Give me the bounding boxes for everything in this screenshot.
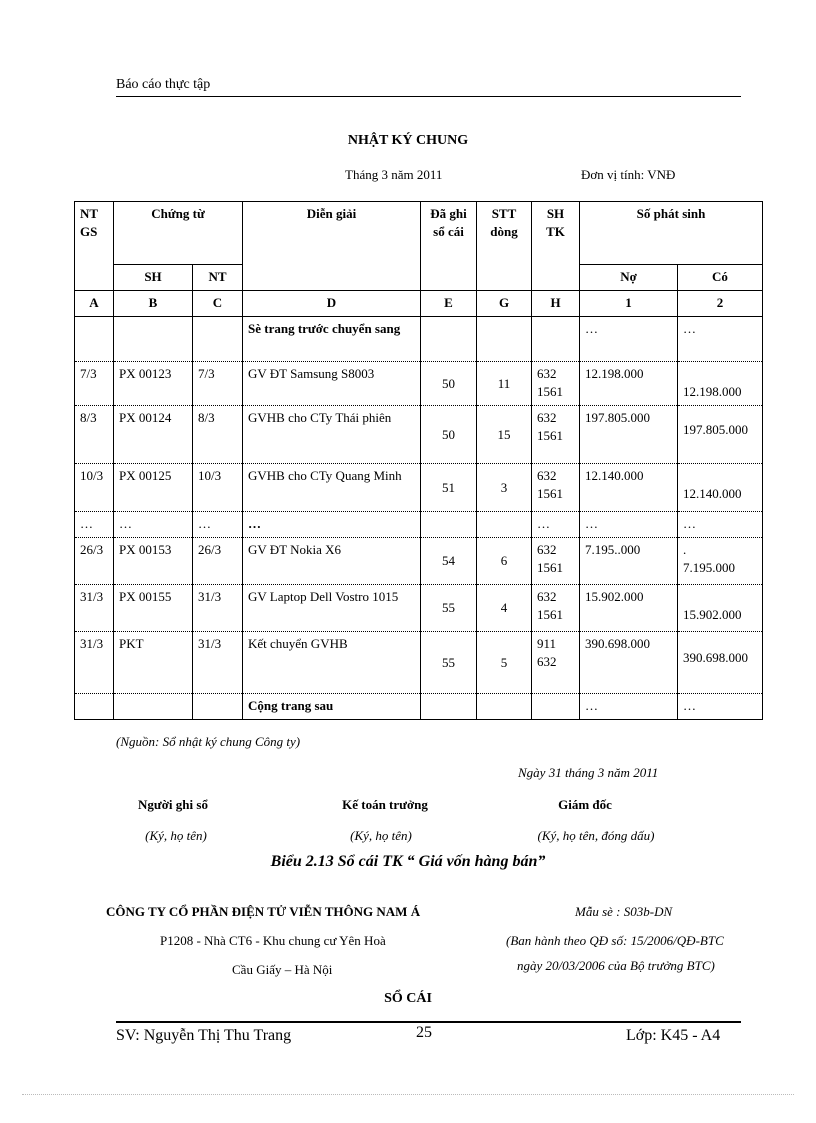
letter-cell: 2 bbox=[678, 291, 763, 317]
sh-cell: PX 00125 bbox=[114, 464, 193, 512]
letter-cell: 1 bbox=[580, 291, 678, 317]
ntgs-cell: 10/3 bbox=[75, 464, 114, 512]
ledger-cell: 50 bbox=[421, 362, 477, 406]
description-cell: Kết chuyển GVHB bbox=[243, 632, 421, 694]
description-cell: Sè trang trước chuyển sang bbox=[243, 317, 421, 362]
journal-table bbox=[74, 201, 763, 720]
line-no-cell bbox=[477, 694, 532, 720]
table-row bbox=[75, 406, 763, 464]
letters-row bbox=[75, 291, 763, 317]
account-debit: 632 bbox=[537, 542, 557, 557]
company-address-line1: P1208 - Nhà CT6 - Khu chung cư Yên Hoà bbox=[160, 933, 386, 948]
sh-cell bbox=[114, 317, 193, 362]
account-credit: 1561 bbox=[537, 486, 563, 501]
nt-cell: … bbox=[193, 512, 243, 538]
credit-cell: … bbox=[678, 317, 763, 362]
nt-cell: 8/3 bbox=[193, 406, 243, 464]
credit-cell bbox=[678, 464, 763, 512]
table-row bbox=[75, 632, 763, 694]
ledger-cell bbox=[421, 512, 477, 538]
letter-cell: A bbox=[75, 291, 114, 317]
header-ntgs: NT GS bbox=[75, 202, 114, 291]
account-credit: 1561 bbox=[537, 384, 563, 399]
line-no-cell bbox=[477, 317, 532, 362]
nt-cell: 26/3 bbox=[193, 538, 243, 585]
ledger-cell: 55 bbox=[421, 585, 477, 632]
credit-value: 12.198.000 bbox=[683, 384, 742, 399]
debit-cell: 12.140.000 bbox=[580, 464, 678, 512]
header-dien-giai: Diễn giải bbox=[243, 202, 421, 291]
table-row bbox=[75, 317, 763, 362]
company-name: CÔNG TY CỔ PHẦN ĐIỆN TỬ VIỄN THÔNG NAM Á bbox=[106, 904, 421, 919]
account-cell bbox=[532, 362, 580, 406]
ntgs-cell: 26/3 bbox=[75, 538, 114, 585]
ntgs-cell: … bbox=[75, 512, 114, 538]
sh-cell: PX 00155 bbox=[114, 585, 193, 632]
line-no-cell: 4 bbox=[477, 585, 532, 632]
credit-cell bbox=[678, 538, 763, 585]
account-cell bbox=[532, 632, 580, 694]
debit-cell: … bbox=[580, 694, 678, 720]
header-da-ghi-so-cai: Đã ghi sổ cái bbox=[421, 202, 477, 291]
account-debit: 632 bbox=[537, 468, 557, 483]
credit-value: 390.698.000 bbox=[683, 650, 748, 665]
account-credit: 1561 bbox=[537, 607, 563, 622]
table-row bbox=[75, 512, 763, 538]
header-sh: SH bbox=[114, 265, 193, 291]
header-chung-tu: Chứng từ bbox=[114, 202, 243, 265]
signer-recorder: Người ghi sổ bbox=[138, 797, 208, 812]
page-edge bbox=[22, 1094, 794, 1095]
sign-date: Ngày 31 tháng 3 năm 2011 bbox=[518, 765, 659, 780]
ledger-cell: 51 bbox=[421, 464, 477, 512]
description-cell: … bbox=[243, 512, 421, 538]
source-note: (Nguồn: Sổ nhật ký chung Công ty) bbox=[116, 734, 301, 749]
description-cell: GV ĐT Samsung S8003 bbox=[243, 362, 421, 406]
ntgs-cell: 8/3 bbox=[75, 406, 114, 464]
account-cell bbox=[532, 585, 580, 632]
nt-cell: 7/3 bbox=[193, 362, 243, 406]
page-header: Báo cáo thực tập bbox=[116, 77, 211, 92]
page-number: 25 bbox=[416, 1024, 432, 1041]
credit-cell: … bbox=[678, 512, 763, 538]
debit-cell: 390.698.000 bbox=[580, 632, 678, 694]
account-debit: 632 bbox=[537, 366, 557, 381]
letter-cell: C bbox=[193, 291, 243, 317]
currency-unit: Đơn vị tính: VNĐ bbox=[581, 167, 676, 182]
letter-cell: B bbox=[114, 291, 193, 317]
account-cell bbox=[532, 464, 580, 512]
sh-cell: PX 00123 bbox=[114, 362, 193, 406]
credit-cell: … bbox=[678, 694, 763, 720]
description-cell: GVHB cho CTy Quang Minh bbox=[243, 464, 421, 512]
letter-cell: D bbox=[243, 291, 421, 317]
ntgs-cell: 31/3 bbox=[75, 632, 114, 694]
description-cell: GV Laptop Dell Vostro 1015 bbox=[243, 585, 421, 632]
signer-director: Giám đốc bbox=[558, 797, 612, 812]
credit-mark: . bbox=[683, 542, 687, 557]
figure-caption: Biểu 2.13 Sổ cái TK “ Giá vốn hàng bán” bbox=[270, 853, 546, 870]
form-issued-line1: (Ban hành theo QĐ số: 15/2006/QĐ-BTC bbox=[506, 933, 724, 948]
header-co: Có bbox=[678, 265, 763, 291]
debit-cell: … bbox=[580, 512, 678, 538]
journal-month: Tháng 3 năm 2011 bbox=[345, 167, 443, 182]
line-no-cell bbox=[477, 512, 532, 538]
nt-cell: 31/3 bbox=[193, 632, 243, 694]
header-stt-dong: STT dòng bbox=[477, 202, 532, 291]
table-row bbox=[75, 362, 763, 406]
debit-cell: 12.198.000 bbox=[580, 362, 678, 406]
ntgs-cell bbox=[75, 317, 114, 362]
ledger-cell: 55 bbox=[421, 632, 477, 694]
company-address-line2: Cầu Giấy – Hà Nội bbox=[232, 962, 333, 977]
signer-recorder-note: (Ký, họ tên) bbox=[145, 828, 207, 843]
form-issued-line2: ngày 20/03/2006 của Bộ trưởng BTC) bbox=[517, 958, 715, 973]
nt-cell: 10/3 bbox=[193, 464, 243, 512]
ledger-cell bbox=[421, 317, 477, 362]
table-row bbox=[75, 464, 763, 512]
account-cell bbox=[532, 694, 580, 720]
header-divider bbox=[116, 96, 741, 97]
credit-cell bbox=[678, 406, 763, 464]
account-debit: 632 bbox=[537, 589, 557, 604]
header-sh-tk: SH TK bbox=[532, 202, 580, 291]
nt-cell bbox=[193, 694, 243, 720]
ledger-cell: 50 bbox=[421, 406, 477, 464]
account-credit: 632 bbox=[537, 654, 557, 669]
debit-cell: 7.195..000 bbox=[580, 538, 678, 585]
ntgs-cell: 31/3 bbox=[75, 585, 114, 632]
line-no-cell: 15 bbox=[477, 406, 532, 464]
line-no-cell: 3 bbox=[477, 464, 532, 512]
ntgs-cell bbox=[75, 694, 114, 720]
journal-title: NHẬT KÝ CHUNG bbox=[347, 133, 469, 148]
letter-cell: H bbox=[532, 291, 580, 317]
debit-cell: … bbox=[580, 317, 678, 362]
line-no-cell: 11 bbox=[477, 362, 532, 406]
letter-cell: E bbox=[421, 291, 477, 317]
credit-value: 12.140.000 bbox=[683, 486, 742, 501]
footer-class: Lớp: K45 - A4 bbox=[626, 1027, 721, 1044]
table-row bbox=[75, 585, 763, 632]
debit-cell: 197.805.000 bbox=[580, 406, 678, 464]
sh-cell bbox=[114, 694, 193, 720]
account-debit: … bbox=[537, 516, 550, 531]
description-cell: GV ĐT Nokia X6 bbox=[243, 538, 421, 585]
form-code: Mẫu sè : S03b-DN bbox=[575, 904, 673, 919]
header-nt: NT bbox=[193, 265, 243, 291]
sh-cell: PX 00153 bbox=[114, 538, 193, 585]
account-debit: 911 bbox=[537, 636, 557, 651]
account-cell bbox=[532, 512, 580, 538]
footer-divider bbox=[116, 1021, 741, 1023]
sh-cell: PKT bbox=[114, 632, 193, 694]
table-row bbox=[75, 694, 763, 720]
credit-cell bbox=[678, 362, 763, 406]
description-cell: Cộng trang sau bbox=[243, 694, 421, 720]
letter-cell: G bbox=[477, 291, 532, 317]
credit-cell bbox=[678, 585, 763, 632]
account-cell bbox=[532, 317, 580, 362]
credit-cell bbox=[678, 632, 763, 694]
account-cell bbox=[532, 538, 580, 585]
table-row bbox=[75, 538, 763, 585]
description-cell: GVHB cho CTy Thái phiên bbox=[243, 406, 421, 464]
footer-student: SV: Nguyễn Thị Thu Trang bbox=[116, 1027, 292, 1044]
account-credit: 1561 bbox=[537, 428, 563, 443]
nt-cell: 31/3 bbox=[193, 585, 243, 632]
account-cell bbox=[532, 406, 580, 464]
header-so-phat-sinh: Số phát sinh bbox=[580, 202, 763, 265]
ledger-title: SỔ CÁI bbox=[384, 991, 432, 1006]
header-no: Nợ bbox=[580, 265, 678, 291]
credit-value: 15.902.000 bbox=[683, 607, 742, 622]
line-no-cell: 6 bbox=[477, 538, 532, 585]
debit-cell: 15.902.000 bbox=[580, 585, 678, 632]
signer-chief-accountant: Kế toán trưởng bbox=[342, 797, 428, 812]
sh-cell: PX 00124 bbox=[114, 406, 193, 464]
line-no-cell: 5 bbox=[477, 632, 532, 694]
account-debit: 632 bbox=[537, 410, 557, 425]
signer-director-note: (Ký, họ tên, đóng dấu) bbox=[537, 828, 655, 843]
nt-cell bbox=[193, 317, 243, 362]
credit-value: 7.195.000 bbox=[683, 560, 735, 575]
ledger-cell: 54 bbox=[421, 538, 477, 585]
ledger-cell bbox=[421, 694, 477, 720]
account-credit: 1561 bbox=[537, 560, 563, 575]
sh-cell: … bbox=[114, 512, 193, 538]
ntgs-cell: 7/3 bbox=[75, 362, 114, 406]
credit-value: 197.805.000 bbox=[683, 422, 748, 437]
signer-chief-accountant-note: (Ký, họ tên) bbox=[350, 828, 412, 843]
